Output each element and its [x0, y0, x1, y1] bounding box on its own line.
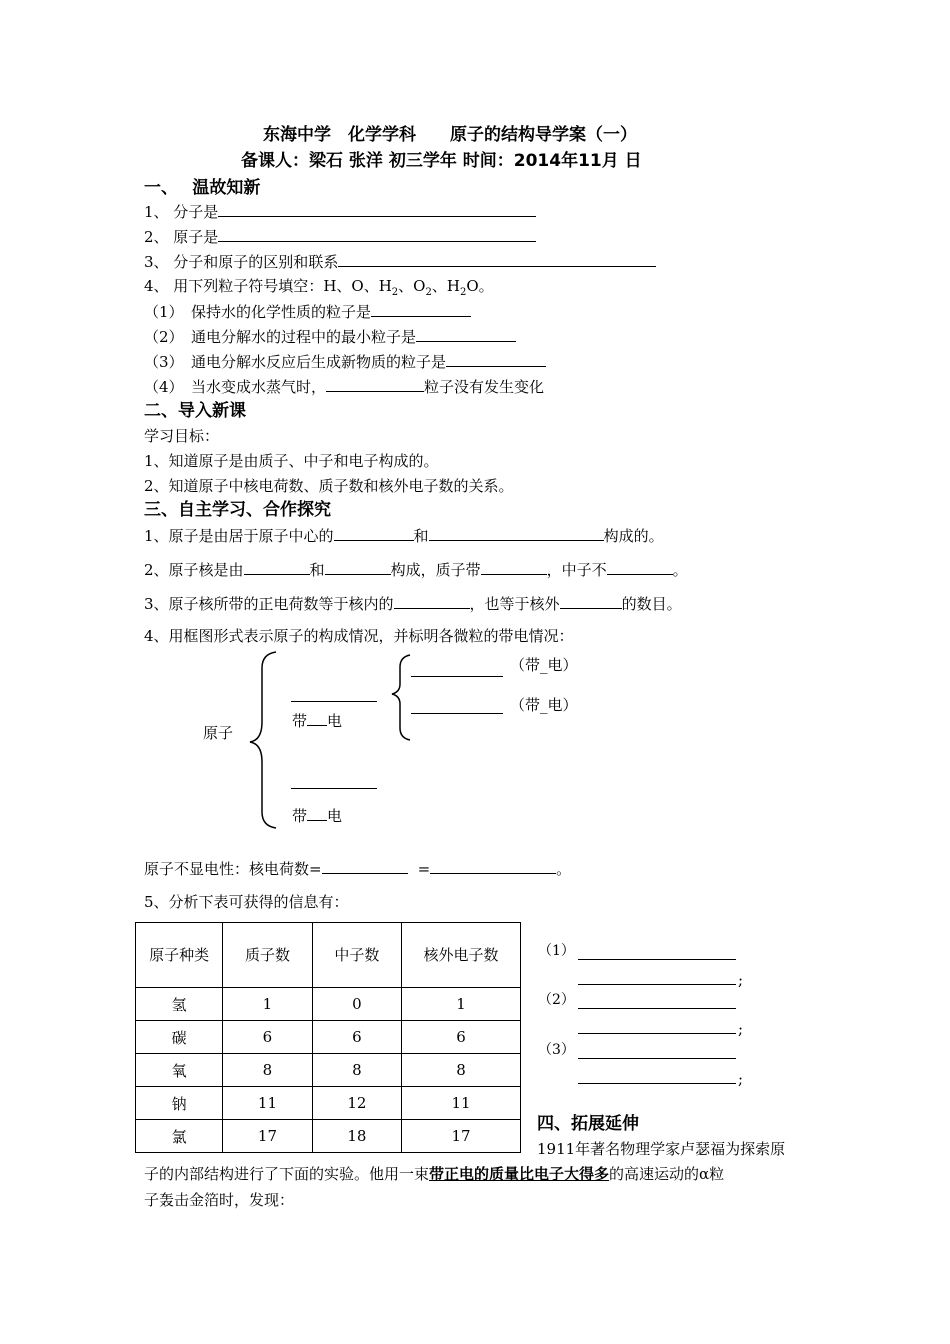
table-cell: 0 [312, 988, 401, 1021]
explore-item-4: 4、用框图形式表示原子的构成情况，并标明各微粒的带电情况： [144, 627, 574, 645]
explore-item-1: 1、原子是由居于原子中心的 和 构成的。 [144, 527, 664, 545]
learning-goals-label: 学习目标： [144, 427, 220, 445]
question-1: 1、 分子是 [144, 204, 536, 220]
nucleus-blank[interactable] [291, 701, 377, 702]
table-cell: 6 [223, 1021, 312, 1054]
proton-charge: （带_电） [510, 656, 578, 674]
table-cell: 1 [223, 988, 312, 1021]
table-row [136, 988, 521, 1021]
answer-label-3: （3） [538, 1042, 575, 1058]
extension-line-1: 1911年著名物理学家卢瑟福为探索原 [537, 1140, 786, 1158]
table-header-cell: 核外电子数 [402, 923, 521, 988]
table-cell: 12 [312, 1087, 401, 1120]
page-subtitle: 备课人：梁石 张洋 初三学年 时间：2014年11月 日 [241, 151, 642, 171]
learning-goal-2: 2、知道原子中核电荷数、质子数和核外电子数的关系。 [144, 477, 514, 495]
neutron-charge: （带_电） [510, 696, 578, 714]
answer-line[interactable] [578, 1033, 736, 1034]
table-cell: 氧 [136, 1054, 223, 1087]
extension-line-3: 子轰击金箔时，发现： [144, 1191, 295, 1209]
section-heading-review: 一、 温故知新 [144, 178, 261, 198]
answer-line[interactable] [578, 959, 736, 960]
semicolon: ; [738, 1020, 744, 1038]
section-heading-explore: 三、自主学习、合作探究 [144, 500, 331, 520]
explore-item-3: 3、原子核所带的正电荷数等于核内的 ，也等于核外 的数目。 [144, 595, 682, 613]
small-brace [392, 655, 410, 740]
extension-line-2: 子的内部结构进行了下面的实验。他用一束带正电的质量比电子大得多的高速运动的α粒 [144, 1165, 725, 1183]
table-cell: 8 [312, 1054, 401, 1087]
answer-blank[interactable] [322, 861, 408, 874]
table-row [136, 1120, 521, 1153]
answer-label-2: （2） [538, 992, 575, 1008]
section-heading-intro: 二、导入新课 [144, 401, 246, 421]
nucleus-charge: 带 电 [292, 712, 343, 730]
section-heading-extension: 四、拓展延伸 [537, 1114, 639, 1134]
table-cell: 18 [312, 1120, 401, 1153]
neutrality-statement: 原子不显电性：核电荷数= = 。 [144, 860, 572, 878]
page-title: 东海中学 化学学科 原子的结构导学案（一） [263, 125, 637, 145]
answer-label-1: （1） [538, 943, 575, 959]
table-cell: 氯 [136, 1120, 223, 1153]
table-cell: 17 [402, 1120, 521, 1153]
semicolon: ; [738, 1070, 744, 1088]
large-brace [250, 652, 276, 828]
answer-line[interactable] [578, 1008, 736, 1009]
semicolon: ; [738, 971, 744, 989]
question-4: 4、 用下列粒子符号填空：H、O、$H_2$、$O_2$、$H_2O$。 [144, 277, 494, 298]
table-header-cell: 原子种类 [136, 923, 223, 988]
neutron-blank[interactable] [411, 713, 503, 714]
table-row [136, 1021, 521, 1054]
table-cell: 钠 [136, 1087, 223, 1120]
answer-line[interactable] [578, 984, 736, 985]
table-header-cell: 质子数 [223, 923, 312, 988]
sub-question-1: （1） 保持水的化学性质的粒子是 [144, 304, 471, 320]
answer-blank[interactable] [430, 861, 556, 874]
question-3: 3、 分子和原子的区别和联系 [144, 254, 656, 270]
table-row [136, 1054, 521, 1087]
sub-question-3: （3） 通电分解水反应后生成新物质的粒子是 [144, 354, 546, 370]
table-header-cell: 中子数 [312, 923, 401, 988]
table-cell: 17 [223, 1120, 312, 1153]
table-cell: 11 [402, 1087, 521, 1120]
table-cell: 6 [312, 1021, 401, 1054]
table-cell: 氢 [136, 988, 223, 1021]
answer-line[interactable] [578, 1083, 736, 1084]
table-row [136, 1087, 521, 1120]
sub-question-4: （4） 当水变成水蒸气时， 粒子没有发生变化 [144, 378, 545, 396]
proton-blank[interactable] [411, 676, 503, 677]
answer-line[interactable] [578, 1058, 736, 1059]
table-cell: 11 [223, 1087, 312, 1120]
electron-blank[interactable] [291, 788, 377, 789]
table-cell: 碳 [136, 1021, 223, 1054]
table-cell: 8 [223, 1054, 312, 1087]
table-cell: 1 [402, 988, 521, 1021]
atom-data-table [135, 922, 521, 1153]
charge-blank[interactable] [307, 808, 327, 821]
atom-label: 原子 [203, 724, 234, 742]
explore-item-5: 5、分析下表可获得的信息有： [144, 893, 349, 911]
table-cell: 6 [402, 1021, 521, 1054]
learning-goal-1: 1、知道原子是由质子、中子和电子构成的。 [144, 452, 439, 470]
electron-charge: 带 电 [292, 807, 343, 825]
question-2: 2、 原子是 [144, 229, 536, 245]
charge-blank[interactable] [307, 713, 327, 726]
table-header-row [136, 923, 521, 988]
table-cell: 8 [402, 1054, 521, 1087]
explore-item-2: 2、原子核是由 和 构成，质子带 ，中子不 。 [144, 561, 688, 579]
sub-question-2: （2） 通电分解水的过程中的最小粒子是 [144, 329, 516, 345]
